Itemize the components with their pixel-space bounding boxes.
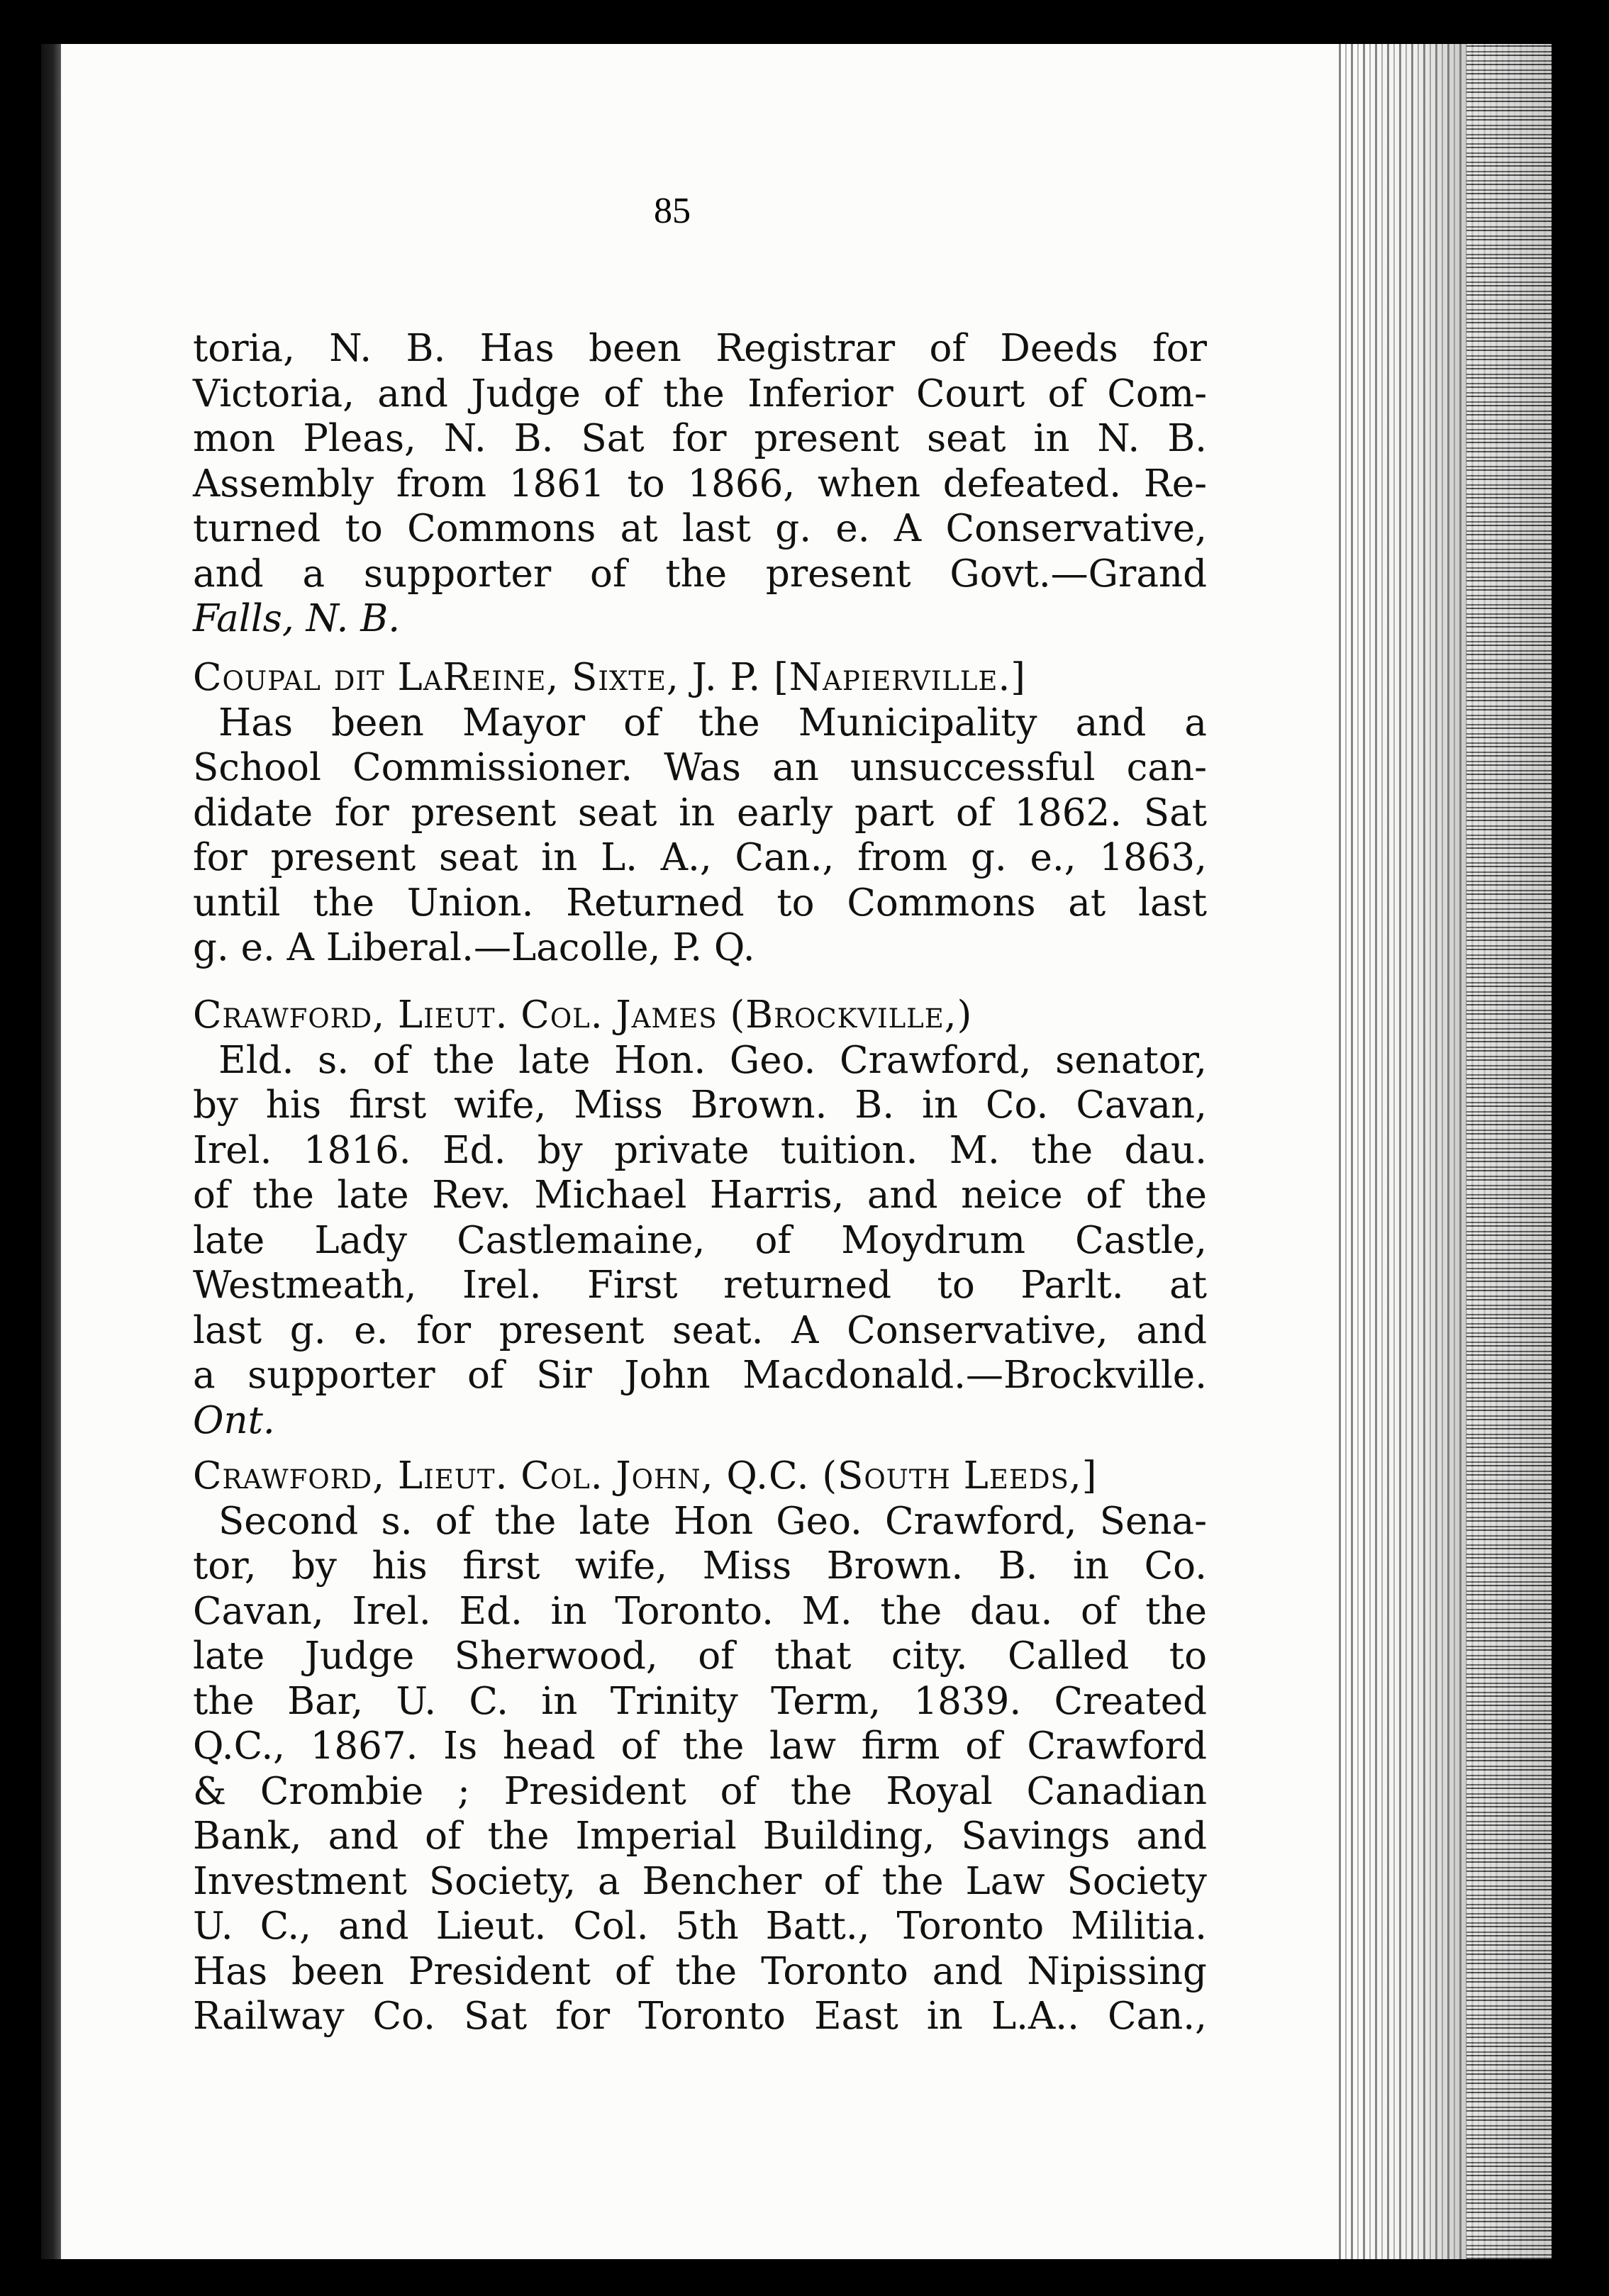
page-number: 85 xyxy=(654,191,691,231)
text-line: late Judge Sherwood, of that city. Called to xyxy=(193,1634,1207,1678)
text-line: Q.C., 1867. Is head of the law firm of Crawford xyxy=(193,1724,1207,1768)
entry-heading: Crawford, Lieut. Col. John, Q.C. (South Leeds,] xyxy=(193,1454,1098,1498)
text-line: School Commissioner. Was an unsuccessful can- xyxy=(193,746,1207,789)
text-line: Investment Society, a Bencher of the Law Society xyxy=(193,1859,1207,1903)
text-line: & Crombie ; President of the Royal Canadian xyxy=(193,1769,1207,1813)
entry-continuation xyxy=(193,326,1207,642)
text-line: the Bar, U. C. in Trinity Term, 1839. Created xyxy=(193,1679,1207,1723)
text-line: Irel. 1816. Ed. by private tuition. M. the dau. xyxy=(193,1128,1207,1172)
text-line: Ont. xyxy=(193,1398,275,1442)
text-line: Victoria, and Judge of the Inferior Court of Com- xyxy=(193,372,1207,416)
text-line: Westmeath, Irel. First returned to Parlt. at xyxy=(193,1264,1207,1307)
text-line: by his first wife, Miss Brown. B. in Co. Cavan, xyxy=(193,1083,1207,1127)
text-line: of the late Rev. Michael Harris, and neice of the xyxy=(193,1174,1207,1217)
text-line: toria, N. B. Has been Registrar of Deeds for xyxy=(193,327,1207,370)
text-line: mon Pleas, N. B. Sat for present seat in N. B. xyxy=(193,417,1207,460)
text-line: Bank, and of the Imperial Building, Savings and xyxy=(193,1815,1207,1858)
entry-heading: Crawford, Lieut. Col. James (Brockville,) xyxy=(193,993,973,1037)
entry-crawford-james xyxy=(193,993,1207,1443)
entry-crawford-john xyxy=(193,1454,1207,2039)
page-binding xyxy=(41,44,61,2259)
text-line: Assembly from 1861 to 1866, when defeated. Re- xyxy=(193,462,1207,506)
text-line: Has been President of the Toronto and Nipissing xyxy=(193,1949,1207,1993)
text-line: Second s. of the late Hon Geo. Crawford, Sena- xyxy=(218,1499,1207,1543)
text-line: Has been Mayor of the Municipality and a xyxy=(218,701,1207,745)
text-line: didate for present seat in early part of 1862. Sat xyxy=(193,791,1207,835)
text-line: Cavan, Irel. Ed. in Toronto. M. the dau. of the xyxy=(193,1589,1207,1633)
text-line: for present seat in L. A., Can., from g. e., 1863, xyxy=(193,836,1207,879)
text-line: last g. e. for present seat. A Conservative, and xyxy=(193,1308,1207,1352)
entry-coupal xyxy=(193,655,1207,971)
entry-heading: Coupal dit LaReine, Sixte, J. P. [Napierville.] xyxy=(193,656,1026,699)
text-line: and a supporter of the present Govt.—Grand xyxy=(193,552,1207,596)
text-line: g. e. A Liberal.—Lacolle, P. Q. xyxy=(193,926,755,969)
text-line: U. C., and Lieut. Col. 5th Batt., Toronto Militia. xyxy=(193,1905,1207,1948)
text-line: Falls, N. B. xyxy=(193,597,401,640)
text-line: Railway Co. Sat for Toronto East in L.A.. Can., xyxy=(193,1995,1207,2038)
text-line: a supporter of Sir John Macdonald.—Brockville. xyxy=(193,1354,1207,1397)
text-line: Eld. s. of the late Hon. Geo. Crawford, senator, xyxy=(218,1038,1207,1082)
text-line: tor, by his first wife, Miss Brown. B. in Co. xyxy=(193,1544,1207,1588)
text-line: turned to Commons at last g. e. A Conservative, xyxy=(193,507,1207,550)
text-line: until the Union. Returned to Commons at last xyxy=(193,881,1207,925)
page-edge-stack-dark xyxy=(1466,44,1552,2259)
text-line: late Lady Castlemaine, of Moydrum Castle, xyxy=(193,1218,1207,1262)
